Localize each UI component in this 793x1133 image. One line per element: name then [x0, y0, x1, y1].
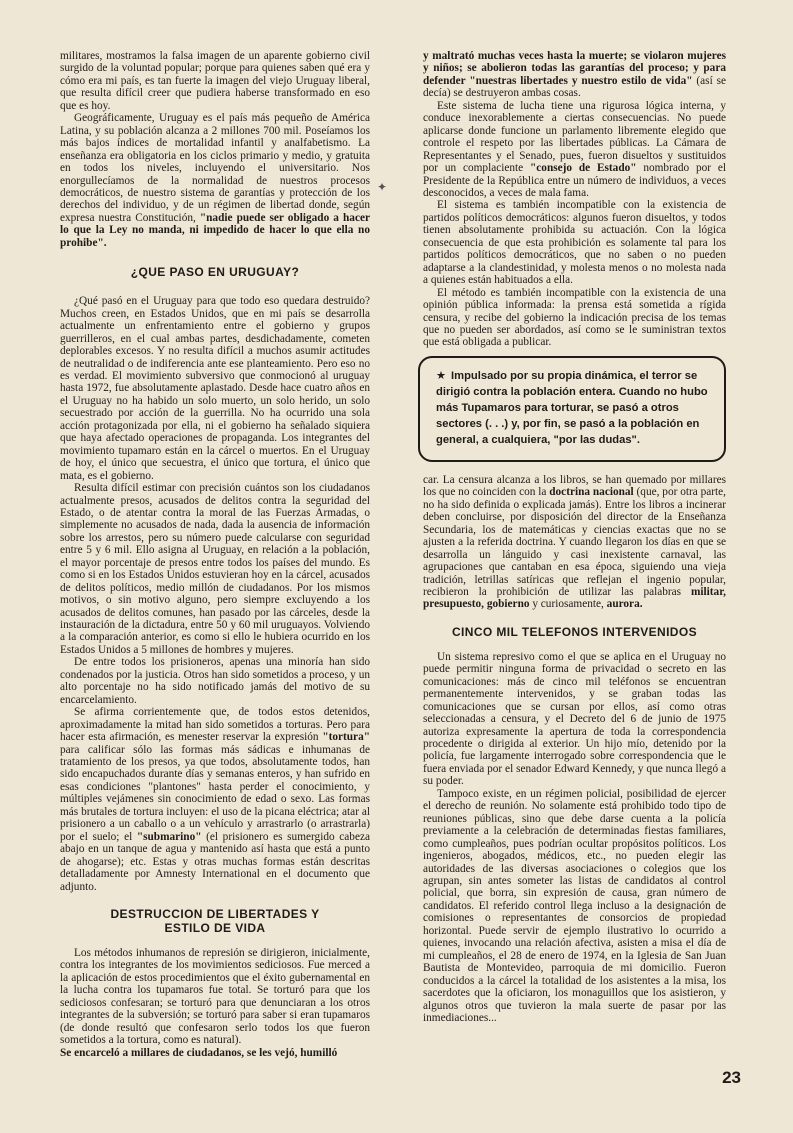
page-number: 23 [722, 1068, 741, 1087]
paragraph: ¿Qué pasó en el Uruguay para que todo eso quedara destruido? Muchos creen, en Estados Unidos, que en mi país se desarrolla actualmente un enfrentamiento entre el gobierno y grupos guerrilleros, en el cual ambas partes, desdichadamente, cometen deplorables excesos. Y no resulta difícil a muchos asumir actitudes de neutralidad o de indiferencia ante ese planteamiento. Pero eso no es verdad. El movimiento subversivo que conmocionó al uruguay hasta 1972, fue absolutamente aplastado. Desde hace cuatro años en el Uruguay no ha habido un solo muerto, un solo herido, un solo secuestrado por acción de la guerrilla. No ha ocurrido una sola acción protagonizada por ella, ni el gobierno ha señalado siquiera que haya afectado operaciones de propaganda. Los integrantes del movimiento tupamaro están en la cárcel o muertos. En el Uruguay de hoy, el único que secuestra, el único que tortura, el único que mata, es el gobierno. [60, 295, 370, 482]
paragraph [423, 474, 726, 611]
bold-sentence: Se encarceló a millares de ciudadanos, se les vejó, humilló [60, 1046, 338, 1059]
bold-sentence: y maltrató muchas veces hasta la muerte; se violaron mujeres y niños; se abolieron todas las garantías del proceso; y para defender "nuestras libertades y nuestro estilo de vida" [423, 50, 726, 87]
pull-quote-box [418, 356, 726, 462]
paragraph-text: (el prisionero es sumergido cabeza abajo en un tanque de agua y mantenido así hasta que está a punto de ahogarse); etc. Estas y otras muchas formas están descritas detalladamente por Amnesty International en el documento que adjunto. [60, 830, 370, 893]
paragraph: Resulta difícil estimar con precisión cuántos son los ciudadanos actualmente presos, acusados de delitos contra la seguridad del Estado, o de atentar contra la moral de las Fuerzas Armadas, o simplemente no acusados de nada, dada la ausencia de información sobre los arrestos, pero su número puede calcularse con seguridad entre 5 y 6 mil. Ello asigna al Uruguay, en relación a la población, el mayor porcentaje de presos entre todos los países del mundo. Es como si en los Estados Unidos estuvieran hoy en la cárcel, acusados de delitos políticos, medio millón de ciudadanos. Por los mismos motivos, o sin motivo alguno, pero siempre excluyendo a los acusados de delitos comunes, han pasado por las cárceles, desde la instauración de la dictadura, entre 50 y 60 mil uruguayos. Volviendo a la comparación anterior, es como si ello le hubiera ocurrido en los Estados Unidos a 5 millones de hombres y mujeres. [60, 482, 370, 656]
paragraph-text: car. La censura alcanza a los libros, se han quemado por millares los que no coinciden con la [423, 473, 726, 499]
paragraph-text: (que, por otra parte, no ha sido definida o explicada jamás). Entre los libros a incinerar deben concluirse, por disposición del director de la Enseñanza Secundaria, los de matemáticas y ciencias exactas que no se ajusten a la referida doctrina. Y cuando llegaron los días en que se desarrolla un lánguido y casi inexistente carnaval, las agrupaciones que cantaban en esa época, siguiendo una vieja tradición, letrillas satíricas que reflejan el ingenio popular, recibieron la prohibición de utilizar las palabras [423, 486, 727, 598]
bold-term: "consejo de Estado" [530, 162, 637, 175]
paragraph-text: nombrado por el Presidente de la República entre un número de individuos, a veces desconocidos, a veces de mala fama. [423, 162, 726, 199]
paragraph: Tampoco existe, en un régimen policial, posibilidad de ejercer el derecho de reunión. No solamente está prohibido todo tipo de reuniones públicas, sino que debe darse cuenta a la policía previamente a la celebración de determinadas fiestas familiares, como cumpleaños, pues podrían ocultar propósitos políticos. Los ingenieros, abogados, médicos, etc., no pueden elegir las autoridades de las diversas asociaciones o colegios que los agrupan, sin antes someter las listas de candidatos al control policial, que borra, sin expresión de causa, gran número de candidatos. El referido control llega incluso a la designación de comisiones o representantes de consorcios de propiedad horizontal. Puede servir de ejemplo ilustrativo lo ocurrido a quienes, invocando una relación afectiva, asisten a misa el día de mi cumpleaños, el 28 de enero de 1974, en la Iglesia de San Juan Bautista de Montevideo, parroquia de mi domicilio. Fueron conducidos a la cárcel la totalidad de los asistentes a la misa, los sacerdotes que la oficiaron, los monaguillos que los asistieron, y algunos otros que tuvieron la mala suerte de pasar por las inmediaciones... [423, 787, 726, 1024]
paragraph-text: Se afirma corrientemente que, de todos estos detenidos, aproximadamente la mitad han sido sometidos a torturas. Pero para hacer esta afirmación, es menester reservar la expresión [60, 706, 370, 744]
section-heading [60, 907, 370, 935]
paragraph: El sistema es también incompatible con la existencia de partidos políticos democráticos: algunos fueron disueltos, y todos tienen absolutamente prohibida su actuación. Con la lógica consecuencia de que esta prohibición es solamente tal para los partidos políticos democráticos, que no saben o no pueden adaptarse a la clandestinidad, y molesta menos o no molesta nada a quienes están habituados a ella. [423, 199, 726, 287]
right-column [423, 50, 726, 1024]
paragraph-text: y curiosamente, [529, 598, 607, 611]
bold-term: doctrina nacional [549, 486, 634, 499]
paragraph: Los métodos inhumanos de represión se dirigieron, inicialmente, contra los integrantes de los movimientos sediciosos. Fue merced a la aplicación de estos procedimientos que el éxito gubernamental en la lucha contra los tupamaros fue total. Se torturó para que los sediciosos confesaran; se torturó para que denunciaran a los otros integrantes de la subversión; se torturó para saber si eran tupamaros (de donde resultó que confesaron serlo todos los que fueron sometidos a la tortura, como es natural). [60, 947, 370, 1047]
paragraph: militares, mostramos la falsa imagen de un aparente gobierno civil surgido de la voluntad popular; porque para quienes saben qué era y cómo era mi país, es tan fuerte la imagen del viejo Uruguay liberal, que resulta difícil creer que pudiera haberse transformado en eso que es hoy. [60, 50, 370, 112]
paragraph-text: (así se decía) se destruyeron ambas cosas. [423, 74, 726, 100]
section-heading: ¿QUE PASO EN URUGUAY? [130, 265, 300, 280]
bold-term: militar, presupuesto, gobierno [423, 585, 726, 611]
paragraph-text: Este sistema de lucha tiene una rigurosa lógica interna, y conduce inexorablemente a ciertas consecuencias. No puede aplicarse donde funcione un parlamento libremente elegido que controle el respeto por las libertades públicas. La Cámara de Representantes y el Senado, pues, fueron disueltos y sustituidos por un complaciente [423, 99, 726, 175]
bold-term: "tortura" [322, 731, 370, 744]
pull-quote-text: Impulsado por su propia dinámica, el terror se dirigió contra la población entera. Cuando no hubo más Tupamaros para torturar, se pasó a otros sectores (. . .) y, por fin, se pasó a la población en general, a cualquiera, "por las dudas". [436, 369, 708, 446]
section-heading: CINCO MIL TELEFONOS INTERVENIDOS [451, 624, 698, 639]
bold-term: aurora. [606, 598, 643, 611]
constitution-quote: "nadie puede ser obligado a hacer lo que la Ley no manda, ni impedido de hacer lo que ella no prohibe". [60, 211, 370, 249]
ink-mark: ✦ [377, 180, 388, 194]
paragraph: El método es también incompatible con la existencia de una opinión pública informada: la prensa está sometida a rígida censura, y recibe del gobierno la indicación precisa de los temas que no pueden ser abordados, así como se le suministran textos que está obligada a publicar. [423, 286, 726, 349]
paragraph-text: Geográficamente, Uruguay es el país más pequeño de América Latina, y su población alcanza a 2 millones 700 mil. Poseíamos los más bajos índices de mortalidad infantil y analfabetismo. La enseñanza era obligatoria en los ciclos primario y medio, y gratuita en todos los niveles, incluyendo el universitario. Nos enorgullecíamos de la normalidad de nuestros procesos democráticos, de nuestro sistema de garantías y protección de los derechos del individuo, y de un régimen de libertad donde, según expresa nuestra Constitución, [60, 112, 370, 224]
paragraph: Un sistema represivo como el que se aplica en el Uruguay no puede permitir ninguna forma de privacidad o secreto en las comunicaciones: más de cinco mil teléfonos se encuentran permanentemente intervenidos, y se graban todas las comunicaciones que se cursan por ellos, así como otras seleccionadas a censura, y el Decreto del 6 de junio de 1975 autoriza expresamente la apertura de toda la correspondencia procedente o dirigida al exterior. Un hijo mío, detenido por la policía, fue largamente interrogado sobre correspondencia que le fuera enviada por el senador Edward Kennedy, y que nunca llegó a su poder. [423, 650, 726, 788]
bold-term: "submarino" [136, 830, 202, 843]
paragraph [423, 50, 726, 100]
paragraph [423, 100, 726, 200]
paragraph: De entre todos los prisioneros, apenas una minoría han sido condenados por la justicia. Otros han sido sometidos a proceso, y un alto porcentaje no ha sido notificado jamás del motivo de su encarcelamiento. [60, 656, 370, 706]
paragraph [60, 112, 370, 249]
heading-line: ESTILO DE VIDA [164, 921, 266, 935]
paragraph [60, 1047, 370, 1059]
paragraph [60, 706, 370, 893]
heading-line: DESTRUCCION DE LIBERTADES Y [110, 907, 320, 921]
left-column [60, 50, 370, 1059]
star-icon: ★ [436, 369, 447, 382]
paragraph-text: para calificar sólo las formas más sádicas e inhumanas de tratamiento de los presos, ya que todos, absolutamente todos, han sido encapuchados durante días y semanas enteros, y han sufrido en esas condiciones "plantones" hasta perder el conocimiento, y múltiples vejámenes sin conocimiento de edad o sexo. Las formas más brutales de tortura incluyen: el uso de la picana eléctrica; atar al prisionero a un caballo o a un vehículo y arrastrarlo (o arrastrarla) por el suelo; el [60, 743, 370, 843]
